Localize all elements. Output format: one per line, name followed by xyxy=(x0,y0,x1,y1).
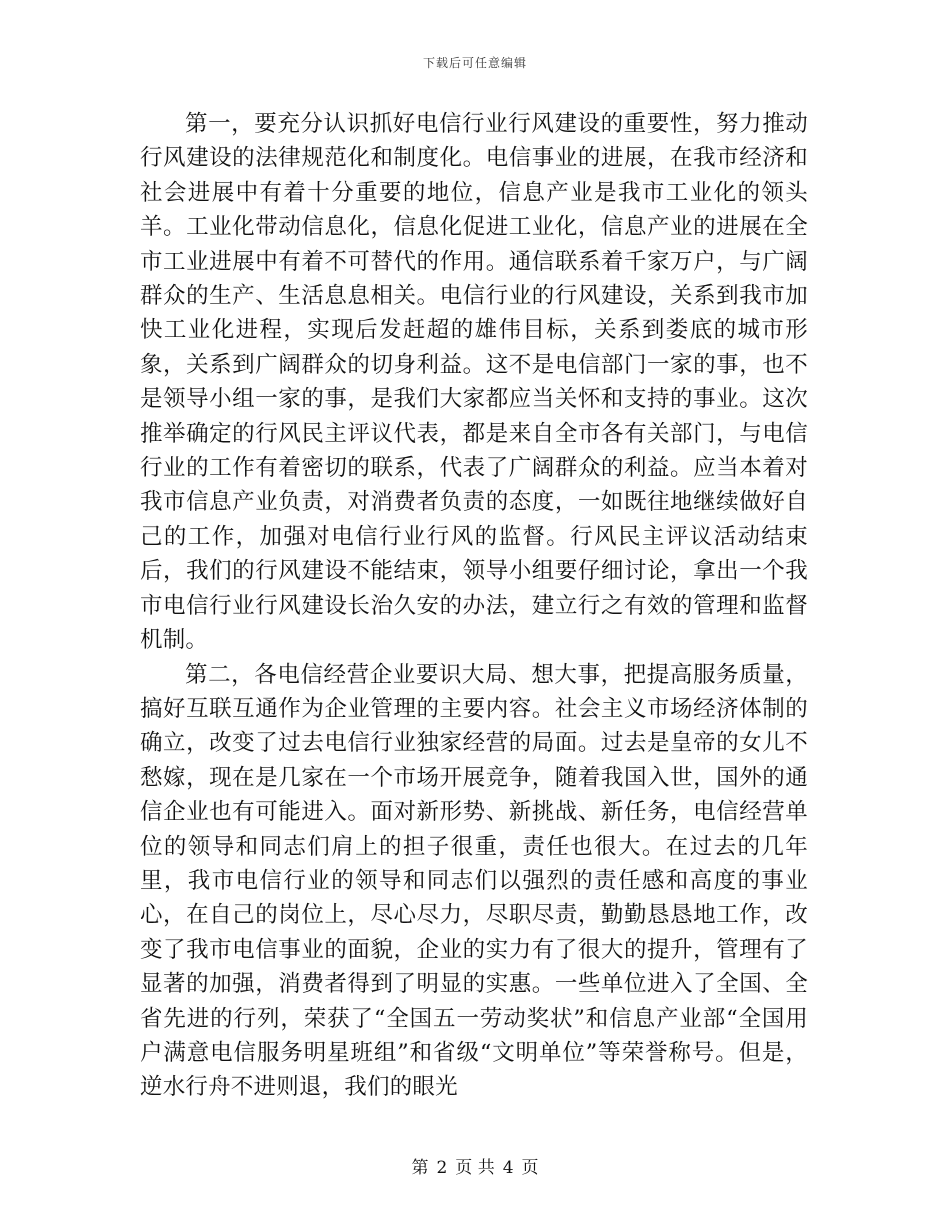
paragraph-2: 第二，各电信经营企业要识大局、想大事，把提高服务质量，搞好互联互通作为企业管理的主要内容。社会主义市场经济体制的确立，改变了过去电信行业独家经营的局面。过去是皇帝的女儿不愁嫁，现在是几家在一个市场开展竞争，随着我国入世，国外的通信企业也有可能进入。面对新形势、新挑战、新任务，电信经营单位的领导和同志们肩上的担子很重，责任也很大。在过去的几年里，我市电信行业的领导和同志们以强烈的责任感和高度的事业心，在自己的岗位上，尽心尽力，尽职尽责，勤勤恳恳地工作，改变了我市电信事业的面貌，企业的实力有了很大的提升，管理有了显著的加强，消费者得到了明显的实惠。一些单位进入了全国、全省先进的行列，荣获了“全国五一劳动奖状”和信息产业部“全国用户满意电信服务明星班组”和省级“文明单位”等荣誉称号。但是，逆水行舟不进则退，我们的眼光 xyxy=(140,661,808,1101)
current-page-number: 2 xyxy=(436,1158,448,1178)
document-body xyxy=(140,107,808,1105)
paragraph-1: 第一，要充分认识抓好电信行业行风建设的重要性，努力推动行风建设的法律规范化和制度化。电信事业的进展，在我市经济和社会进展中有着十分重要的地位，信息产业是我市工业化的领头羊。工业化带动信息化，信息化促进工业化，信息产业的进展在全市工业进展中有着不可替代的作用。通信联系着千家万户，与广阔群众的生产、生活息息相关。电信行业的行风建设，关系到我市加快工业化进程，实现后发赶超的雄伟目标，关系到娄底的城市形象，关系到广阔群众的切身利益。这不是电信部门一家的事，也不是领导小组一家的事，是我们大家都应当关怀和支持的事业。这次推举确定的行风民主评议代表，都是来自全市各有关部门，与电信行业的工作有着密切的联系，代表了广阔群众的利益。应当本着对我市信息产业负责，对消费者负责的态度，一如既往地继续做好自己的工作，加强对电信行业行风的监督。行风民主评议活动结束后，我们的行风建设不能结束，领导小组要仔细讨论，拿出一个我市电信行业行风建设长治久安的办法，建立行之有效的管理和监督机制。 xyxy=(140,111,808,654)
footer-prefix: 第 xyxy=(411,1158,429,1178)
page-number-footer xyxy=(0,1153,950,1178)
footer-suffix: 页 xyxy=(521,1158,539,1178)
total-page-number: 4 xyxy=(502,1158,514,1178)
page-header-note: 下载后可任意编辑 xyxy=(422,56,527,70)
footer-mid: 页 共 xyxy=(455,1158,495,1178)
